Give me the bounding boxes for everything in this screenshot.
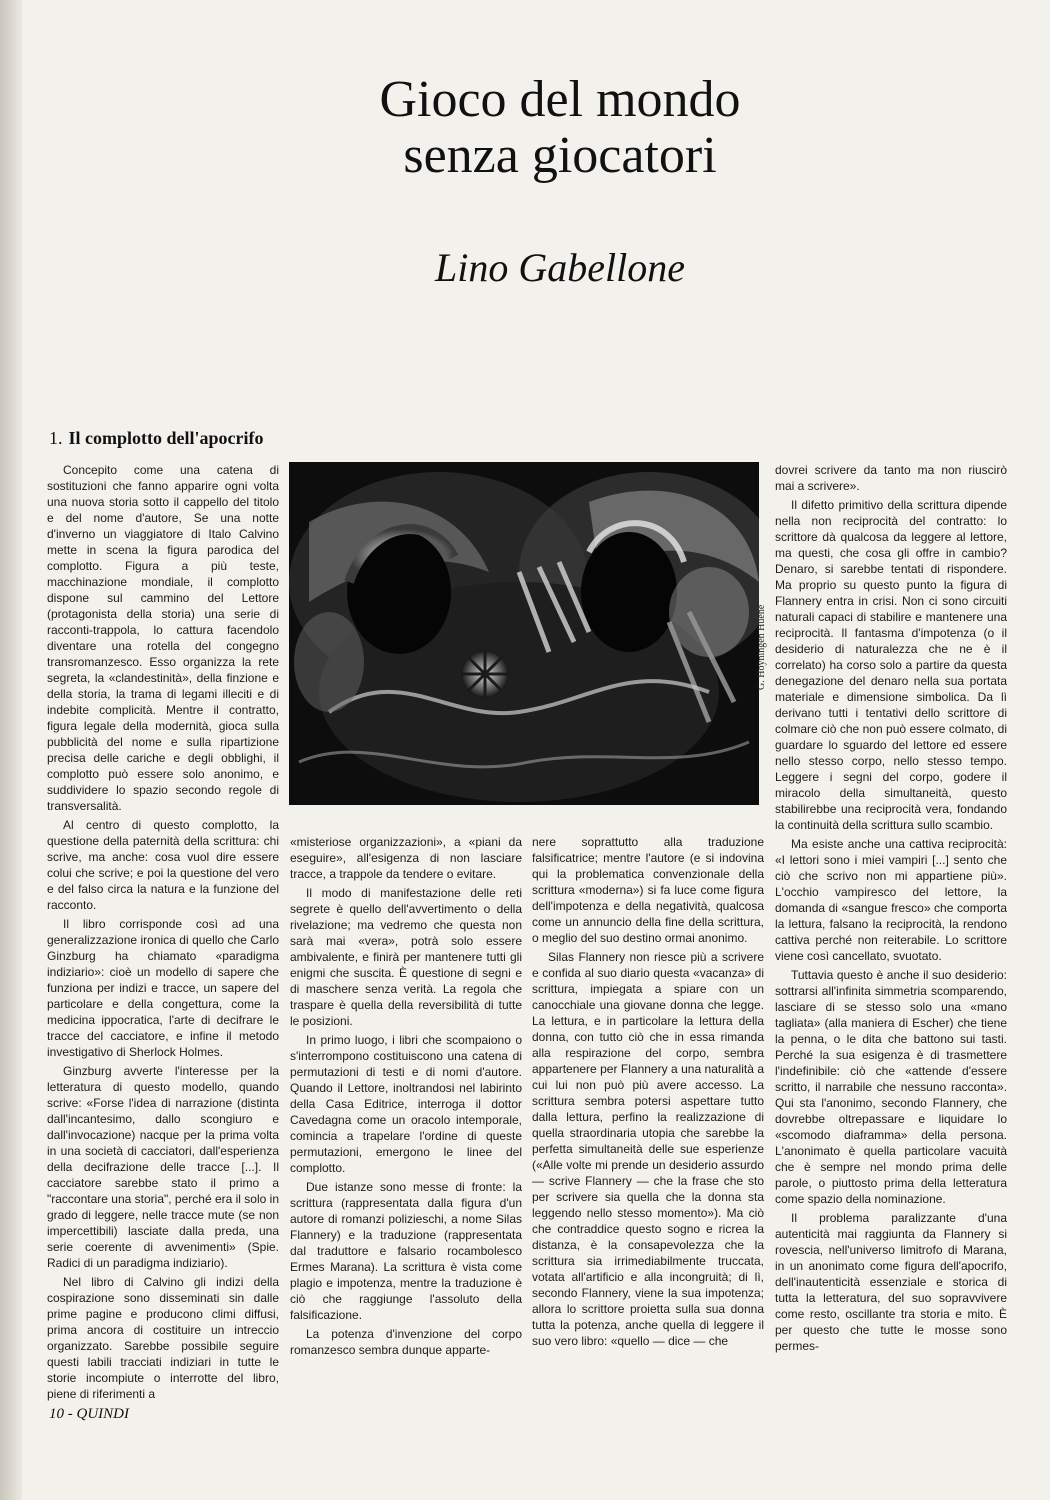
paragraph: Ginzburg avverte l'interesse per la letteratura di questo modello, quando scrive: «Forse l'idea di narrazione (distinta dall'incantesimo, dallo scongiuro e dall'invocazione) nacque per la prima volta in una società di cacciatori, dall'esperienza della decifrazione delle tracce [...]. Il cacciatore sarebbe stato il primo a "raccontare una storia", perché era il solo in grado di leggere, nelle tracce mute (se non impercettibili) lasciate dalla preda, una serie coerente di avvenimenti» (Spie. Radici di un paradigma indiziario). (47, 1064, 279, 1270)
text-column-4 (775, 462, 1007, 1357)
paragraph: «misteriose organizzazioni», a «piani da eseguire», all'esigenza di non lasciare tracce, a trappole da tendere o evitare. (290, 835, 522, 881)
author-name: Lino Gabellone (435, 245, 685, 290)
page-footer: 10 - QUINDI (49, 1406, 129, 1422)
title-line-1: Gioco del mondo (379, 71, 741, 128)
photo-credit: G. Hoyningen Huene (756, 604, 767, 690)
section-number: 1. (49, 428, 63, 448)
paragraph: Tuttavia questo è anche il suo desiderio: sottrarsi all'infinita simmetria scomparendo, lasciare di se stesso solo una «mano tagliata» (alla maniera di Escher) che tiene la penna, o le dita che battono sui tasti. Perché la sua esigenza è di trasmettere l'indefinibile: ciò che «attende d'essere scritto, il narrabile che nessuno racconta». Qui sta l'anonimo, secondo Flannery, che dovrebbe oltrepassare e liquidare lo «scomodo diaframma» della persona. L'anonimato è quella particolare vacuità che è sempre nel mondo prima delle parole, o piuttosto prima della letteratura come spazio della nominazione. (775, 968, 1007, 1206)
photo-illustration (289, 462, 759, 805)
paragraph: Due istanze sono messe di fronte: la scrittura (rappresentata dalla figura d'un autore di romanzi polizieschi, a nome Silas Flannery) e la traduzione (rappresentata dal traduttore e falsario rocambolesco Ermes Marana). La scrittura è vista come plagio e impotenza, mentre la traduzione è ciò che raggiunge l'assoluto della falsificazione. (290, 1180, 522, 1322)
text-column-3 (532, 834, 764, 1352)
section-heading (49, 428, 289, 449)
section-title: Il complotto dell'apocrifo (68, 428, 264, 448)
paragraph: Al centro di questo complotto, la questione della paternità della scrittura: chi scrive, ma anche: cosa vuol dire essere colui che scrive; e poi la questione del vero e del falso circa la natura e la funzione del racconto. (47, 818, 279, 912)
title-line-2: senza giocatori (403, 127, 717, 184)
paragraph: Il modo di manifestazione delle reti segrete è quello dell'avvertimento o della rivelazione; ma vedremo che questa non sarà mai «vera», potrà solo essere ambivalente, e finirà per mantenere tutti gli enigmi che suscita. È questione di segni e di maschere senza verità. La regola che traspare è quella della reversibilità di tutte le posizioni. (290, 886, 522, 1028)
paragraph: Il problema paralizzante d'una autenticità mai raggiunta da Flannery si rovescia, nell'universo limitrofo di Marana, in un anonimato come figura dell'apocrifo, dell'inautenticità essenziale e storica di tutta la letteratura, del suo sopravvivere come resto, oscillante tra storia e mito. È per questo che tutte le mosse sono permes- (775, 1211, 1007, 1353)
paragraph: Nel libro di Calvino gli indizi della cospirazione sono disseminati sin dalle prime pagine e producono climi diffusi, prima ancora di costituire un intreccio organizzato. Sarebbe possibile seguire questi labili tracciati indiziari in tutte le storie incompiute o interrotte del libro, piene di riferimenti a (47, 1275, 279, 1401)
text-column-1 (47, 462, 279, 1405)
paragraph: In primo luogo, i libri che scompaiono o s'interrompono costituiscono una catena di permutazioni di testi e di nomi d'autore. Quando il Lettore, inoltrandosi nel labirinto della Casa Editrice, interroga il dottor Cavedagna come un oracolo intemporale, comincia a trapelare l'ordine di queste permutazioni, emergono le linee del complotto. (290, 1033, 522, 1175)
paragraph: Il difetto primitivo della scrittura dipende nella non reciprocità del contratto: lo scrittore dà qualcosa da leggere al lettore, ma questi, che cosa gli offre in cambio? Denaro, si sarebbe tentati di rispondere. Ma proprio su questo punto la figura di Flannery entra in crisi. Non ci sono circuiti naturali capaci di stabilire e mantenere una reciprocità. Il fantasma d'impotenza (o il desiderio di naturalezza che ne è il correlato) ha corso solo a partire da questa denegazione del denaro nella sua portata materiale e dimensione simbolica. Da lì derivano tutti i tentativi dello scrittore di colmare ciò che non può essere colmato, di guardare lo sguardo del lettore ed essere nello stesso corpo, nello stesso tempo. Leggere i segni del corpo, godere il miracolo della simultaneità, questo stabilirebbe una reciprocità vera, fondando la continuità della scrittura sullo scambio. (775, 498, 1007, 832)
paragraph: Silas Flannery non riesce più a scrivere e confida al suo diario questa «vacanza» di scrittura, impiegata a spiare con un canocchiale una giovane donna che legge. La lettura, e in particolare la lettura della donna, con tutto ciò che in essa rimanda alla respirazione del corpo, sembra appartenere per Flannery a una naturalità a cui lui non può più avere accesso. La scrittura sembra potersi aspettare tutto dalla lettura, perfino la realizzazione di quella straordinaria utopia che sarebbe la perfetta simultaneità delle sue esperienze («Alle volte mi prende un desiderio assurdo — scrive Flannery — che la frase che sto per scrivere sia quella che la donna sta leggendo nello stesso momento»). Ma ciò che contraddice questo sogno e ricrea la distanza, è la consapevolezza che la scrittura sia irrimediabilmente truccata, votata all'artificio e alla incongruità; di lì, secondo Flannery, viene la sua impotenza; allora lo scrittore proietta sulla sua donna tutta la potenza, anche quella di leggere il suo vero libro: «quello — dice — che (532, 950, 764, 1348)
paragraph: Il libro corrisponde così ad una generalizzazione ironica di quello che Carlo Ginzburg ha chiamato «paradigma indiziario»: cioè un modello di sapere che funziona per indizi e tracce, un sapere del particolare e della congettura, come la medicina ippocratica, l'arte di decifrare le tracce del cacciatore, e infine il metodo investigativo di Sherlock Holmes. (47, 917, 279, 1059)
paragraph: La potenza d'invenzione del corpo romanzesco sembra dunque apparte- (290, 1327, 522, 1357)
page-edge-shadow (0, 0, 22, 1500)
paragraph: Ma esiste anche una cattiva reciprocità: «I lettori sono i miei vampiri [...] sento che ciò che scrivo non mi appartiene più». L'occhio vampiresco del lettore, la domanda di «sangue fresco» che comporta la lettura, falsano la reciprocità, la rendono cattiva perché non reiterabile. Lo scrittore viene così cancellato, svuotato. (775, 837, 1007, 963)
article-photo (289, 462, 759, 805)
paragraph: nere soprattutto alla traduzione falsificatrice; mentre l'autore (e si indovina qui la problematica convenzionale della scrittura «moderna») si fa luce come figura dell'impotenza e della negatività, qualcosa come un annuncio della fine della scrittura, o meglio del suo destino ormai anonimo. (532, 835, 764, 945)
text-column-2 (290, 834, 522, 1361)
paragraph: Concepito come una catena di sostituzioni che fanno apparire ogni volta una nuova storia sotto il cappello del titolo e del nome d'autore, Se una notte d'inverno un viaggiatore di Italo Calvino mette in scena la figura parodica del complotto. Figura a più teste, macchinazione mondiale, il complotto dispone sul cammino del Lettore (protagonista della storia) una serie di racconti-trappola, lo cattura facendolo diventare una rotella del congegno transromanzesco. Esso organizza la rete segreta, la «clandestinità», della finzione e della storia, la trama di legami illeciti e di indebite complicità. Mentre il contratto, figura legale della modernità, gioca sulla pubblicità del nome e sulla ripartizione precisa delle cariche e degli obblighi, il complotto può essere solo anonimo, e suddividere lo spazio secondo regole di transversalità. (47, 463, 279, 813)
article-title (200, 72, 920, 184)
paragraph: dovrei scrivere da tanto ma non riuscirò mai a scrivere». (775, 463, 1007, 493)
